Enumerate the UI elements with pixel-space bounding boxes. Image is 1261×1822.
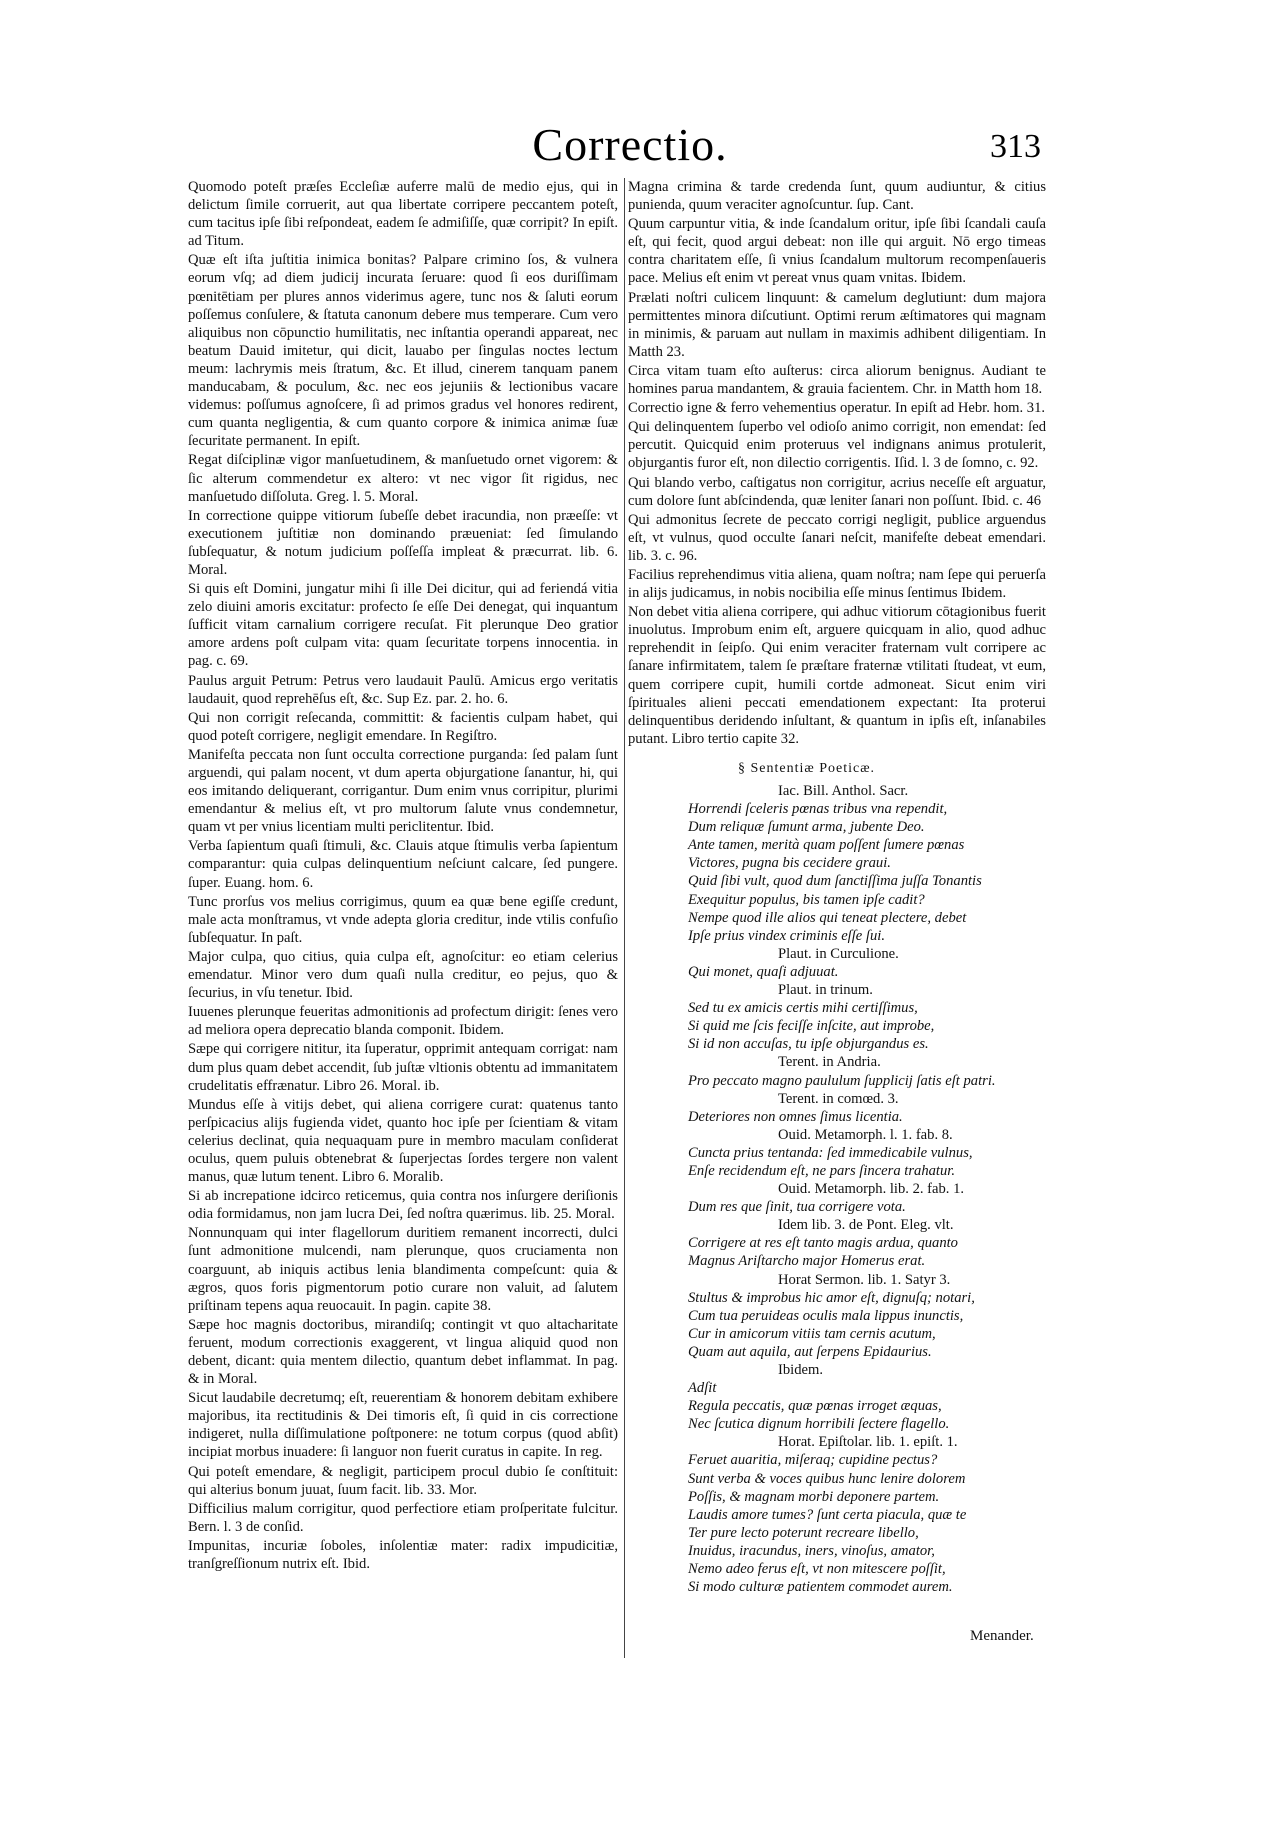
verse-line: Deteriores non omnes ſimus licentia.: [688, 1108, 903, 1125]
paragraph: Facilius reprehendimus vitia aliena, quam noſtra; nam ſepe qui peruerſa in alijs judicamus, in nobis nocibilia eſſe minus ſentimus Ibidem.: [628, 566, 1046, 602]
verse-line: Ipſe prius vindex criminis eſſe ſui.: [688, 927, 885, 944]
catchword: Menander.: [970, 1628, 1034, 1644]
verse-line: Quid ſibi vult, quod dum ſanctiſſima juſſa Tonantis: [688, 873, 982, 890]
paragraph: Regat diſciplinæ vigor manſuetudinem, & manſuetudo ornet vigorem: & ſic alterum commendetur ex altero: vt nec vigor ſit rigidus, nec manſuetudo diſſoluta. Greg. l. 5. Moral.: [188, 452, 618, 505]
paragraph: Iuuenes plerunque feueritas admonitionis ad profectum dirigit: ſenes vero ad meliora opera deprecatio blanda componit. Ibidem.: [188, 1004, 618, 1039]
verse-line: Horrendi ſceleris pœnas tribus vna rependit,: [688, 801, 948, 818]
paragraph: Quæ eſt iſta juſtitia inimica bonitas? Palpare crimino ſos, & vulnera eorum vſq; ad diem judicij incurata ſeruare: quod ſi eos duriſſimam pœnitētiam per plures annos viderimus agere, tunc nos & ſaluti eorum poſſemus conſulere, & ſtatuta canonum debere mus temperare. Cum vero aliquibus non cōpunctio humilitatis, nec inſtantia operandi appareat, nec beatum Dauid imitetur, qui dicit, lauabo per ſingulas noctes lectum meum: lachrymis meis ſtratum, &c. Et illud, cinerem tanquam panem manducabam, & poculum, &c. nec eos jejuniis & lectionibus vacare videmus: poſſumus agnoſcere, ſi ad primos gradus vel honores redirent, cum quanta negligentia, & cum quanto corpore & inimica animæ ſuæ ſecuritate permanent. In epiſt.: [188, 252, 618, 450]
paragraph: Tunc prorſus vos melius corrigimus, quum ea quæ bene egiſſe credunt, male acta monſtramus, vt vnde adepta gloria creditur, inde vtilis confuſio ſubſequatur. In paſt.: [188, 893, 618, 946]
verse-line: Quam aut aquila, aut ſerpens Epidaurius.: [688, 1343, 932, 1360]
verse-line: Corrigere at res eſt tanto magis ardua, quanto: [688, 1235, 958, 1252]
poetics-heading: § Sententiæ Poeticæ.: [738, 760, 876, 776]
verse-line: Nemo adeo ferus eſt, vt non mitescere poſſit,: [688, 1561, 946, 1578]
verse-line: Laudis amore tumes? ſunt certa piacula, quæ te: [688, 1506, 967, 1523]
paragraph: Qui poteſt emendare, & negligit, participem procul dubio ſe conſtituit: qui alterius bonum juuat, ſuum facit. lib. 33. Mor.: [188, 1463, 618, 1498]
paragraph: Qui admonitus ſecrete de peccato corrigi negligit, publice arguendus eſt, vt vulnus, quod occulte ſanari neſcit, manifeſte debeat emendari. lib. 3. c. 96.: [628, 511, 1046, 564]
verse-line: Si quid me ſcis feciſſe inſcite, aut improbe,: [688, 1018, 935, 1035]
column-divider: [624, 178, 625, 1658]
paragraph: Sæpe hoc magnis doctoribus, mirandiſq; contingit vt quo altacharitate feruent, modum correctionis exaggerent, vt lingua aliquid quod non debent, dicant: quia mentem dilectio, quantum debet inflammat. In pag. & in Moral.: [188, 1316, 618, 1388]
verse-line: Magnus Ariſtarcho major Homerus erat.: [688, 1253, 926, 1270]
poetic-source: Iac. Bill. Anthol. Sacr.: [778, 783, 909, 799]
paragraph: Paulus arguit Petrum: Petrus vero laudauit Paulū. Amicus ergo veritatis laudauit, quod reprehēſus eſt, &c. Sup Ez. par. 2. ho. 6.: [188, 672, 618, 707]
verse-line: Exequitur populus, bis tamen ipſe cadit?: [688, 891, 925, 908]
paragraph: Impunitas, incuriæ ſoboles, inſolentiæ mater: radix impudicitiæ, tranſgreſſionum nutrix eſt. Ibid.: [188, 1537, 618, 1573]
poetic-source: Plaut. in Curculione.: [778, 945, 899, 962]
paragraph: Si quis eſt Domini, jungatur mihi ſi ille Dei dicitur, qui ad feriendá vitia zelo diuini amoris excitatur: profecto ſe eſſe Dei denegat, qui inquantum ſufficit vitam carnalium corrigere recuſat. Fit plerunque Deo gratior amore ardens poſt culpam vita: quam ſecuritate torpens innocentia. in pag. c. 69.: [188, 581, 618, 670]
paragraph: Si ab increpatione idcirco reticemus, quia contra nos inſurgere deriſionis odia formidamus, non jam lucra Dei, ſed noſtra quærimus. lib. 25. Moral.: [188, 1188, 618, 1223]
paragraph: Major culpa, quo citius, quia culpa eſt, agnoſcitur: eo etiam celerius emendatur. Minor vero dum quaſi nulla creditur, eo pejus, quo & ſecurius, in vſu tenetur. Ibid.: [188, 948, 618, 1002]
paragraph: Difficilius malum corrigitur, quod perfectiore etiam proſperitate fulcitur. Bern. l. 3 de conſid.: [188, 1500, 618, 1535]
poetic-source: Plaut. in trinum.: [778, 982, 873, 999]
paragraph: Prælati noſtri culicem linquunt: & camelum deglutiunt: dum majora permittentes minora diſcutiunt. Optimi rerum æſtimatores qui magnam in minimis, & paruam aut nullam in maximis adhibent diligentiam. In Matth 23.: [628, 289, 1046, 360]
verse-line: Sunt verba & voces quibus hunc lenire dolorem: [688, 1470, 966, 1487]
verse-line: Nec ſcutica dignum horribili ſectere flagello.: [688, 1416, 950, 1433]
verse-line: Regula peccatis, quæ pœnas irroget æquas,: [688, 1398, 942, 1415]
paragraph: Nonnunquam qui inter flagellorum duritiem remanent incorrecti, dulci ſunt admonitione mulcendi, nam plerunque, quos cruciamenta non coarguunt, ab iniquis actibus lenia blandimenta compeſcunt: quia & ægros, quos foris pigmentorum potio curare non valuit, ad ſalutem priſtinam tepens aqua reuocauit. In pagin. capite 38.: [188, 1225, 618, 1314]
paragraph: Sæpe qui corrigere nititur, ita ſuperatur, opprimit antequam corrigat: nam dum plus quam debet accendit, ſub juſtæ vltionis obtentu ad immanitatem crudelitatis effrænatur. Libro 26. Moral. ib.: [188, 1041, 618, 1094]
paragraph: Non debet vitia aliena corripere, qui adhuc vitiorum cōtagionibus fuerit inuolutus. Improbum enim eſt, arguere quicquam in alio, quod adhuc reprehendit in ſeipſo. Qui enim veraciter fraternam vult corripere ac ſanare infirmitatem, talem ſe præſtare fraternæ vtilitati ſtudeat, vt eum, quem corripere cupit, humili cortde admoneat. Sicut enim viri ſpirituales alieni peccati emendationem expectant: Ita proterui delinquentibus deridendo inſultant, & quantum in ipſis eſt, inſanabiles putant. Libro tertio capite 32.: [628, 604, 1046, 747]
paragraph: Sicut laudabile decretumq; eſt, reuerentiam & honorem debitam exhibere majoribus, ita rectitudinis & Dei timoris eſt, ſi quid in cis correctione indigeret, nulla diſſimulatione poſtponere: ne totum corpus (quod abſit) incipiat morbus inuadere: ſi languor non fuerit curatus in capite. In reg.: [188, 1390, 618, 1461]
verse-line: Victores, pugna bis cecidere graui.: [688, 855, 891, 872]
poetic-source: Ouid. Metamorph. lib. 2. fab. 1.: [778, 1181, 965, 1198]
paragraph: Verba ſapientum quaſi ſtimuli, &c. Clauis atque ſtimulis verba ſapientum comparantur: quia culpas delinquentium neſciunt calcare, ſed pungere. ſuper. Euang. hom. 6.: [188, 838, 618, 891]
poetic-source: Ibidem.: [778, 1362, 823, 1378]
poetics-section: [628, 782, 1046, 1596]
paragraph: In correctione quippe vitiorum ſubeſſe debet iracundia, non præeſſe: vt executionem juſtitiæ non dominando præueniat: ſed ſimulando ſubſequatur, & notum judicium poſſeſſa impleat & præcurrat. lib. 6. Moral.: [188, 507, 618, 578]
paragraph: Magna crimina & tarde credenda ſunt, quum audiuntur, & citius punienda, quum veraciter agnoſcuntur. ſup. Cant.: [628, 179, 1046, 214]
verse-line: Stultus & improbus hic amor eſt, dignuſq; notari,: [688, 1289, 975, 1306]
verse-line: Si id non accuſas, tu ipſe objurgandus es.: [688, 1036, 929, 1053]
verse-line: Inuidus, iracundus, iners, vinoſus, amator,: [688, 1542, 935, 1559]
paragraph: Mundus eſſe à vitijs debet, qui aliena corrigere curat: quatenus tanto perſpicacius alijs fugienda videt, quanto hoc ipſe per ſcientiam & vitam celerius declinat, quia nequaquam pure in membro maculam conſiderat oculus, quem puluis obtenebrat & ſuperjectas ſordes tergere non valent manus, quæ lutum tenent. Libro 6. Moralib.: [188, 1096, 618, 1186]
verse-line: Cum tua peruideas oculis mala lippus inunctis,: [688, 1307, 964, 1324]
verse-line: Qui monet, quaſi adjuuat.: [688, 963, 839, 980]
page-number: 313: [990, 128, 1041, 165]
verse-line: Feruet auaritia, miſeraq; cupidine pectus?: [688, 1452, 938, 1469]
poetic-source: Horat Sermon. lib. 1. Satyr 3.: [778, 1271, 951, 1288]
right-column: [628, 178, 1046, 1596]
verse-line: Cur in amicorum vitiis tam cernis acutum,: [688, 1325, 936, 1342]
paragraph: Quum carpuntur vitia, & inde ſcandalum oritur, ipſe ſibi ſcandali cauſa eſt, qui fecit, quod argui debeat: non ille qui arguit. Nō ergo timeas contra charitatem eſſe, ſi vnius ſcandalum multorum recompenſaueris pace. Melius eſt enim vt pereat vnus quam vnitas. Ibidem.: [628, 216, 1046, 287]
poetic-source: Horat. Epiſtolar. lib. 1. epiſt. 1.: [778, 1434, 958, 1451]
poetic-source: Idem lib. 3. de Pont. Eleg. vlt.: [778, 1217, 954, 1234]
verse-line: Pro peccato magno paululum ſupplicij ſatis eſt patri.: [688, 1072, 996, 1089]
paragraph: Quomodo poteſt præſes Eccleſiæ auferre malū de medio ejus, qui in delictum ſimile corruerit, aut qua libertate corripere peccantem poteſt, cum tacitus ipſe ſibi reſpondeat, eadem ſe admiſiſſe, quæ corripit? In epiſt. ad Titum.: [188, 179, 618, 250]
verse-line: Ante tamen, merità quam poſſent ſumere pœnas: [688, 837, 965, 854]
left-column: [188, 178, 618, 1574]
verse-line: Nempe quod ille alios qui teneat plectere, debet: [688, 909, 967, 926]
verse-line: Ter pure lecto poterunt recreare libello,: [688, 1524, 919, 1541]
paragraph: Manifeſta peccata non ſunt occulta correctione purganda: ſed palam ſunt arguendi, qui palam nocent, vt dum aperta objurgatione ſanantur, hi, qui eos imitando deliquerant, corrigantur. Dum enim vnus corripitur, plurimi emendantur & melius eſt, vt pro multorum ſalute vnus condemnetur, quam vt per vnius licentiam multi periclitentur. Ibid.: [188, 746, 618, 836]
paragraph: Qui non corrigit reſecanda, committit: & facientis culpam habet, qui quod poteſt corrigere, negligit emendare. In Regiſtro.: [188, 709, 618, 744]
paragraph: Circa vitam tuam eſto auſterus: circa aliorum benignus. Audiant te homines parua mandantem, & grauia facientem. Chr. in Matth hom 18.: [628, 362, 1046, 398]
verse-line: Enſe recidendum eſt, ne pars ſincera trahatur.: [688, 1162, 955, 1179]
verse-line: Dum res que ſinit, tua corrigere vota.: [688, 1199, 906, 1216]
poetic-source: Terent. in Andria.: [778, 1054, 881, 1071]
verse-line: Adſit: [688, 1380, 717, 1397]
verse-line: Si modo culturæ patientem commodet aurem.: [688, 1579, 953, 1596]
paragraph: Qui blando verbo, caſtigatus non corrigitur, acrius neceſſe eſt arguatur, cum dolore ſunt abſcindenda, quæ leniter ſanari non poſſunt. Ibid. c. 46: [628, 474, 1046, 509]
verse-line: Sed tu ex amicis certis mihi certiſſimus,: [688, 1000, 918, 1017]
verse-line: Dum reliquæ ſumunt arma, jubente Deo.: [688, 819, 925, 836]
page-title: Correctio.: [532, 119, 728, 170]
paragraph: Correctio igne & ferro vehementius operatur. In epiſt ad Hebr. hom. 31.: [628, 400, 1046, 417]
verse-line: Cuncta prius tentanda: ſed immedicabile vulnus,: [688, 1144, 973, 1161]
poetic-source: Terent. in comœd. 3.: [778, 1090, 899, 1107]
verse-line: Poſſis, & magnam morbi deponere partem.: [688, 1488, 940, 1505]
poetic-source: Ouid. Metamorph. l. 1. fab. 8.: [778, 1126, 953, 1143]
paragraph: Qui delinquentem ſuperbo vel odioſo animo corrigit, non emendat: ſed percutit. Quicquid enim proteruus vel indignans animus protulerit, objurgantis furor eſt, non dilectio corrigentis. Iſid. l. 3 de ſomno, c. 92.: [628, 419, 1046, 472]
